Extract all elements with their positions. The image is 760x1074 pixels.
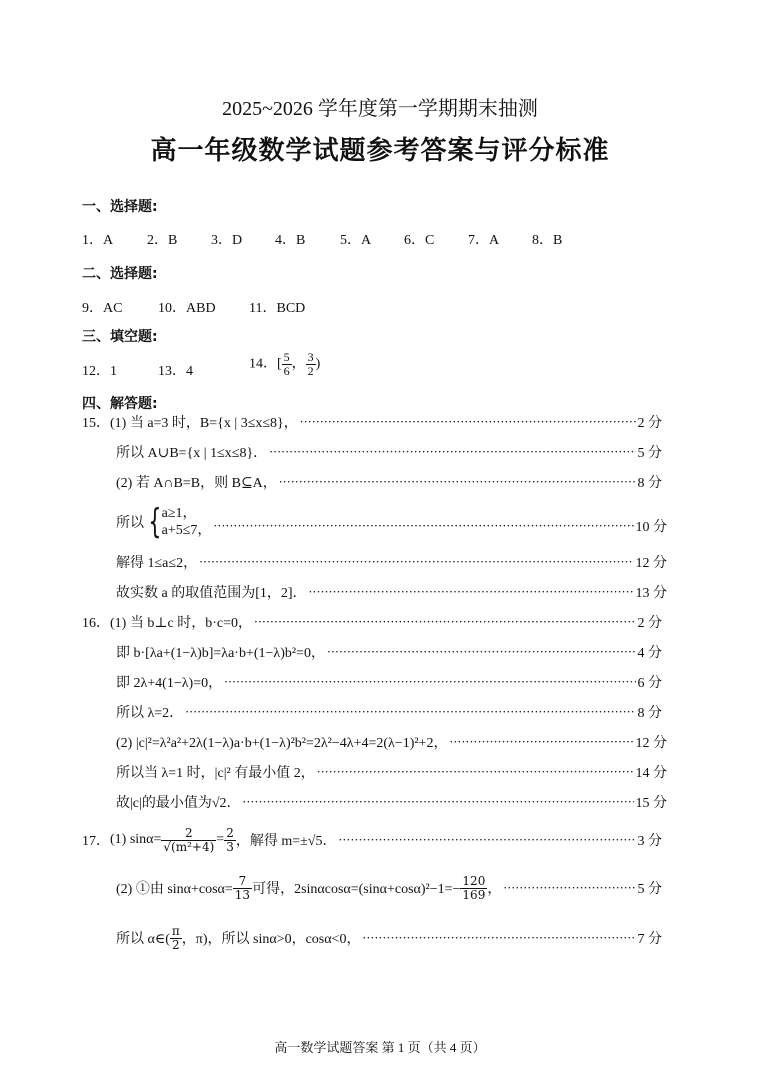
solution-line xyxy=(116,440,662,462)
solution-line xyxy=(116,790,667,812)
section-heading-fill: 三、填空题: xyxy=(82,329,158,345)
fraction: $\frac{7}{13}$ xyxy=(234,873,251,902)
score-points: 12 分 xyxy=(635,736,667,751)
section-heading-solution: 四、解答题: xyxy=(82,396,158,412)
solution-line xyxy=(116,868,662,908)
leader-dots xyxy=(279,475,636,489)
fraction: $\frac{120}{169}$ xyxy=(462,873,486,902)
solution-text: (2) 若 A∩B=B，则 B⊆A， xyxy=(116,476,277,491)
solution-line xyxy=(116,640,662,662)
score-points: 2 分 xyxy=(637,616,662,631)
multi-answer: 9．AC xyxy=(82,301,123,316)
multi-answer: 11．BCD xyxy=(249,301,306,316)
section-heading-choice: 一、选择题: xyxy=(82,199,158,215)
leader-dots xyxy=(317,765,634,779)
score-points: 8 分 xyxy=(637,706,662,721)
leader-dots xyxy=(185,705,635,719)
solution-text: 所以 α∈( xyxy=(116,932,170,947)
solution-text: 故实数 a 的取值范围为[1，2]． xyxy=(116,586,307,601)
solution-text: (2) ①由 sinα+cosα= xyxy=(116,882,233,897)
solution-text: 解得 1≤a≤2， xyxy=(116,556,198,571)
fraction: $\frac{5}{6}$ xyxy=(283,350,290,378)
score-points: 15 分 xyxy=(635,796,667,811)
solution-text: 可得，2sinαcosα=(sinα+cosα)²−1=− xyxy=(252,882,461,897)
solution-line xyxy=(82,820,662,860)
mc-answer: 8．B xyxy=(532,233,563,248)
section-heading-multi: 二、选择题: xyxy=(82,266,158,282)
page-footer: 高一数学试题答案 第 1 页（共 4 页） xyxy=(274,1040,486,1055)
fraction: $\frac{2}{\text{√(m²+4)}}$ xyxy=(163,825,215,854)
leader-dots xyxy=(362,931,635,945)
solution-text: (2) |c|²=λ²a²+2λ(1−λ)a·b+(1−λ)²b²=2λ²−4λ+4=2(λ−1)²+2， xyxy=(116,736,448,751)
solution-text: 故|c|的最小值为√2． xyxy=(116,796,241,811)
fill-answer-14 xyxy=(249,351,320,378)
leader-dots xyxy=(243,795,634,809)
leader-dots xyxy=(213,519,633,533)
fraction: $\frac{2}{3}$ xyxy=(226,825,234,854)
equals-sign: = xyxy=(216,832,225,847)
leader-dots xyxy=(269,445,635,459)
solution-text: 所以 xyxy=(116,516,144,531)
score-points: 10 分 xyxy=(635,520,667,535)
solution-text: 所以当 λ=1 时，|c|² 有最小值 2， xyxy=(116,766,315,781)
score-points: 2 分 xyxy=(637,416,662,431)
solution-text: (1) sinα= xyxy=(110,832,162,847)
solution-text: 所以 A∪B={x | 1≤x≤8}． xyxy=(116,446,268,461)
problem-number: 15． xyxy=(82,416,110,431)
multi-answer: 10．ABD xyxy=(158,301,216,316)
solution-line xyxy=(116,760,667,782)
score-points: 4 分 xyxy=(637,646,662,661)
solution-text: (1) 当 a=3 时，B={x | 3≤x≤8}， xyxy=(110,416,298,431)
solution-line xyxy=(116,730,667,752)
inequality-system: a≥1， a+5≤7， xyxy=(161,506,212,538)
fraction: $\frac{3}{2}$ xyxy=(307,350,314,378)
leader-dots xyxy=(300,415,636,429)
leader-dots xyxy=(327,645,636,659)
solution-line xyxy=(116,550,667,572)
score-points: 14 分 xyxy=(635,766,667,781)
page-subtitle: 高一年级数学试题参考答案与评分标准 xyxy=(150,136,610,166)
solution-text: ，π)，所以 sinα>0，cosα<0， xyxy=(181,932,361,947)
interval-open: 14．[ xyxy=(249,356,282,372)
score-points: 8 分 xyxy=(637,476,662,491)
problem-number: 16． xyxy=(82,616,110,631)
interval-close: ) xyxy=(315,356,321,372)
problem-number: 17． xyxy=(82,834,110,849)
solution-line xyxy=(116,670,662,692)
score-points: 5 分 xyxy=(637,446,662,461)
solution-text: 所以 λ=2． xyxy=(116,706,184,721)
solution-line xyxy=(116,918,662,958)
leader-dots xyxy=(254,615,636,629)
solution-line xyxy=(116,580,667,602)
score-points: 6 分 xyxy=(637,676,662,691)
leader-dots xyxy=(503,881,635,895)
solution-line xyxy=(82,610,662,632)
solution-line xyxy=(116,700,662,722)
fill-answer-12: 12．1 xyxy=(82,364,117,379)
solution-line xyxy=(116,500,667,544)
mc-answer: 6．C xyxy=(404,233,435,248)
score-points: 3 分 xyxy=(637,834,662,849)
mc-answer: 3．D xyxy=(211,233,243,248)
solution-text: 即 b·[λa+(1−λ)b]=λa·b+(1−λ)b²=0， xyxy=(116,646,325,661)
comma: ， xyxy=(291,356,306,372)
leader-dots xyxy=(339,833,636,847)
system-brace: { xyxy=(148,502,162,542)
score-points: 12 分 xyxy=(635,556,667,571)
solution-text: ， xyxy=(487,882,502,897)
solution-line xyxy=(82,410,662,432)
mc-answer: 7．A xyxy=(468,233,500,248)
score-points: 7 分 xyxy=(637,932,662,947)
mc-answer: 1．A xyxy=(82,233,114,248)
solution-line xyxy=(116,470,662,492)
mc-answer: 4．B xyxy=(275,233,306,248)
page-title: 2025~2026 学年度第一学期期末抽测 xyxy=(222,98,538,120)
mc-answer: 2．B xyxy=(147,233,178,248)
solution-text: ，解得 m=±√5． xyxy=(235,834,337,849)
fraction: $\frac{\pi}{2}$ xyxy=(171,923,180,952)
solution-text: 即 2λ+4(1−λ)=0， xyxy=(116,676,223,691)
leader-dots xyxy=(449,735,633,749)
fill-answer-13: 13．4 xyxy=(158,364,193,379)
mc-answer: 5．A xyxy=(340,233,372,248)
leader-dots xyxy=(309,585,634,599)
score-points: 5 分 xyxy=(637,882,662,897)
leader-dots xyxy=(199,555,633,569)
score-points: 13 分 xyxy=(635,586,667,601)
solution-text: (1) 当 b⊥c 时，b·c=0， xyxy=(110,616,252,631)
leader-dots xyxy=(224,675,635,689)
